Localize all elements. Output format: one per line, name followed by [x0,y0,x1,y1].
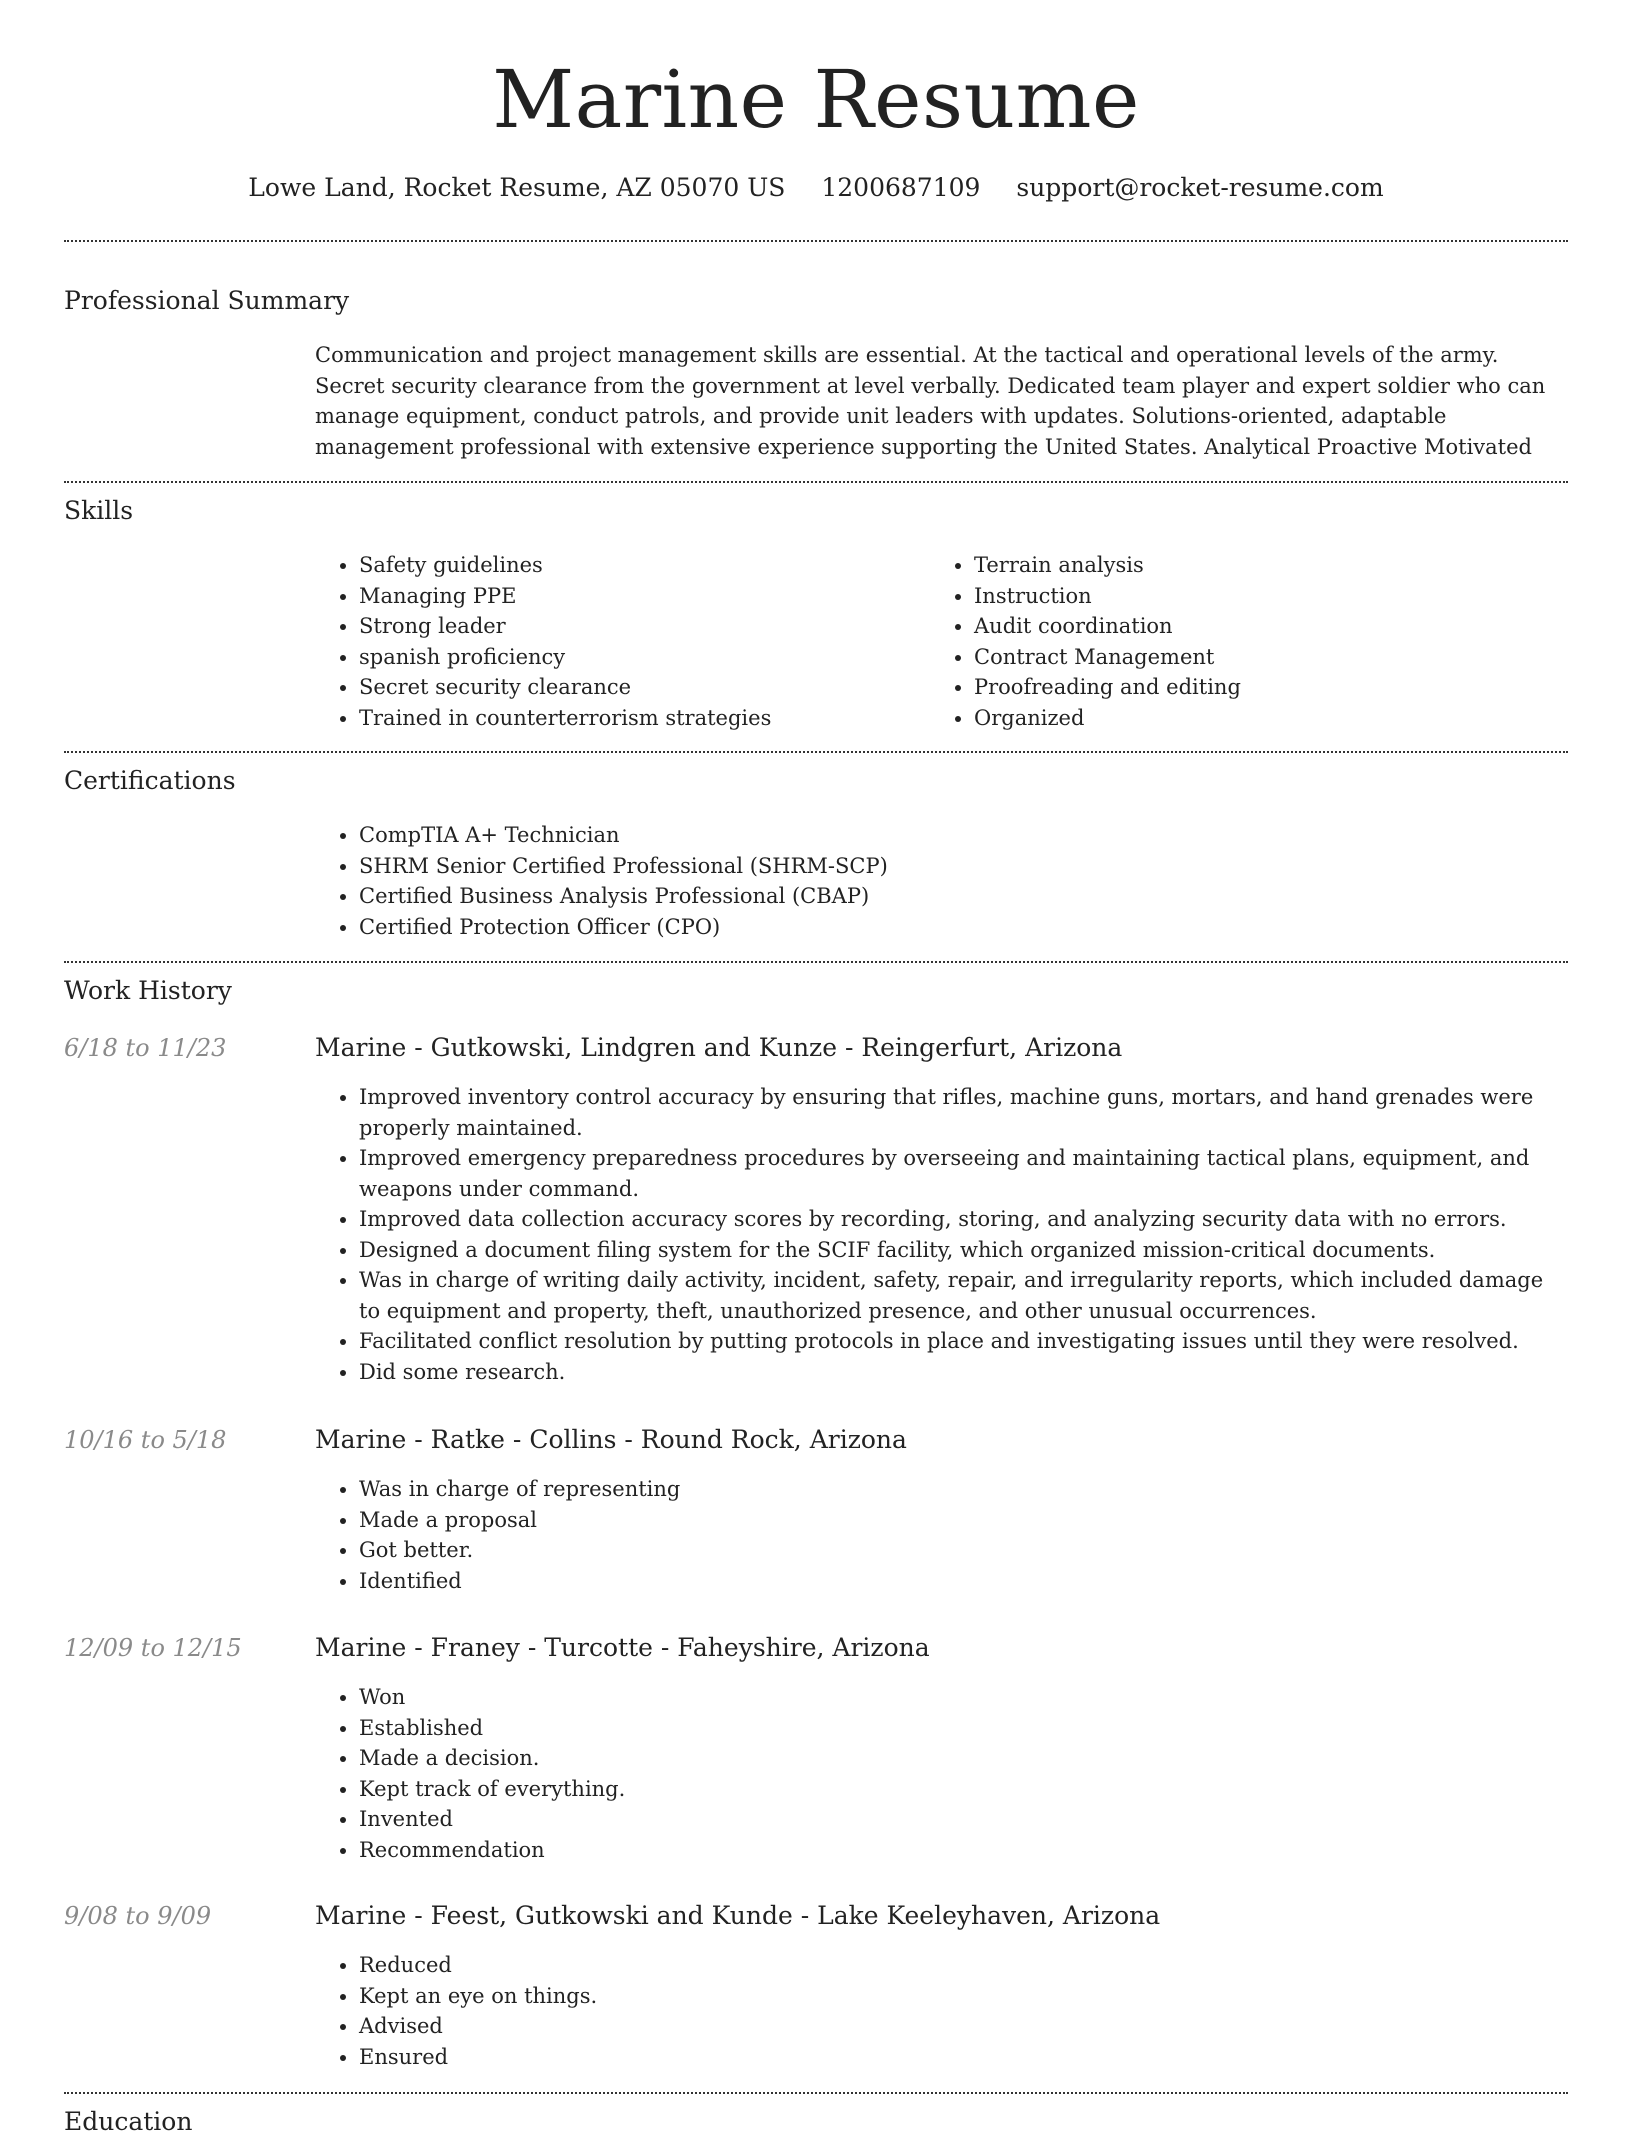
job-bullet: • Improved inventory control accuracy by ensuring that rifles, machine guns, mortars, and hand grenades were properly maintained. [359,1082,1568,1143]
job-bullet: • Established [359,1713,1568,1744]
job-title: Marine - Franey - Turcotte - Faheyshire, Arizona [315,1633,930,1662]
skill-item: • Strong leader [359,611,929,642]
job-bullet: • Improved data collection accuracy scores by recording, storing, and analyzing security data with no errors. [359,1204,1568,1235]
skill-item: • Managing PPE [359,581,929,612]
certification-item: • CompTIA A+ Technician [359,820,1568,851]
job-title: Marine - Gutkowski, Lindgren and Kunze - Reingerfurt, Arizona [315,1033,1123,1062]
summary-heading: Professional Summary [64,286,350,315]
section-divider [64,240,1568,242]
job-bullet: • Advised [359,2011,1568,2042]
job-bullet: • Invented [359,1804,1568,1835]
job-bullet: • Improved emergency preparedness procedures by overseeing and maintaining tactical plans, equipment, and weapons under command. [359,1143,1568,1204]
job-bullets [315,1682,1568,1865]
skills-list-right [930,550,1574,733]
job-bullets [315,1474,1568,1596]
job-bullet: • Won [359,1682,1568,1713]
skill-item: • Audit coordination [974,611,1574,642]
skills-list-left [315,550,929,733]
section-divider [64,2092,1568,2094]
job-dates: 12/09 to 12/15 [64,1634,242,1662]
job-dates: 9/08 to 9/09 [64,1902,212,1930]
job-bullet: • Identified [359,1566,1568,1597]
section-divider [64,751,1568,753]
certification-item: • SHRM Senior Certified Professional (SHRM-SCP) [359,851,1568,882]
work-history-heading: Work History [64,976,232,1005]
job-bullet: • Kept track of everything. [359,1774,1568,1805]
job-title: Marine - Ratke - Collins - Round Rock, Arizona [315,1425,907,1454]
job-bullet: • Kept an eye on things. [359,1981,1568,2012]
certification-item: • Certified Business Analysis Professional (CBAP) [359,881,1568,912]
skill-item: • spanish proficiency [359,642,929,673]
job-bullet: • Was in charge of representing [359,1474,1568,1505]
job-bullet: • Reduced [359,1950,1568,1981]
job-bullet: • Did some research. [359,1357,1568,1388]
section-divider [64,481,1568,483]
job-title: Marine - Feest, Gutkowski and Kunde - Lake Keeleyhaven, Arizona [315,1901,1161,1930]
skill-item: • Terrain analysis [974,550,1574,581]
job-bullet: • Recommendation [359,1835,1568,1866]
skill-item: • Secret security clearance [359,672,929,703]
job-bullet: • Made a decision. [359,1743,1568,1774]
job-bullet: • Ensured [359,2042,1568,2073]
job-dates: 10/16 to 5/18 [64,1426,227,1454]
contact-line [64,170,1568,206]
section-divider [64,961,1568,963]
job-dates: 6/18 to 11/23 [64,1034,227,1062]
resume-title: Marine Resume [492,53,1140,146]
summary-text: Communication and project management skills are essential. At the tactical and operational levels of the army. Secret security clearance from the government at level verbally. Dedicated team player and expert soldier who can manage equipment, conduct patrols, and provide unit leaders with updates. Solutions-oriented, adaptable management professional with extensive experience supporting the United States. Analytical Proactive Motivated [315,343,1546,459]
job-bullet: • Made a proposal [359,1505,1568,1536]
certifications-heading: Certifications [64,766,236,795]
education-heading: Education [64,2107,193,2136]
job-bullet: • Got better. [359,1535,1568,1566]
skills-heading: Skills [64,496,134,525]
certification-item: • Certified Protection Officer (CPO) [359,912,1568,943]
skill-item: • Proofreading and editing [974,672,1574,703]
job-bullets [315,1950,1568,2072]
contact-phone: 1200687109 [821,173,981,202]
skill-item: • Organized [974,703,1574,734]
skill-item: • Trained in counterterrorism strategies [359,703,929,734]
job-bullets [315,1082,1568,1387]
skill-item: • Contract Management [974,642,1574,673]
skill-item: • Instruction [974,581,1574,612]
certifications-list [315,820,1568,942]
job-bullet: • Was in charge of writing daily activity, incident, safety, repair, and irregularity reports, which included damage to equipment and property, theft, unauthorized presence, and other unusual occurrences. [359,1265,1568,1326]
skill-item: • Safety guidelines [359,550,929,581]
contact-email: support@rocket-resume.com [1016,173,1384,202]
job-bullet: • Facilitated conflict resolution by putting protocols in place and investigating issues until they were resolved. [359,1326,1568,1357]
contact-address: Lowe Land, Rocket Resume, AZ 05070 US [248,173,786,202]
job-bullet: • Designed a document filing system for the SCIF facility, which organized mission-critical documents. [359,1235,1568,1266]
